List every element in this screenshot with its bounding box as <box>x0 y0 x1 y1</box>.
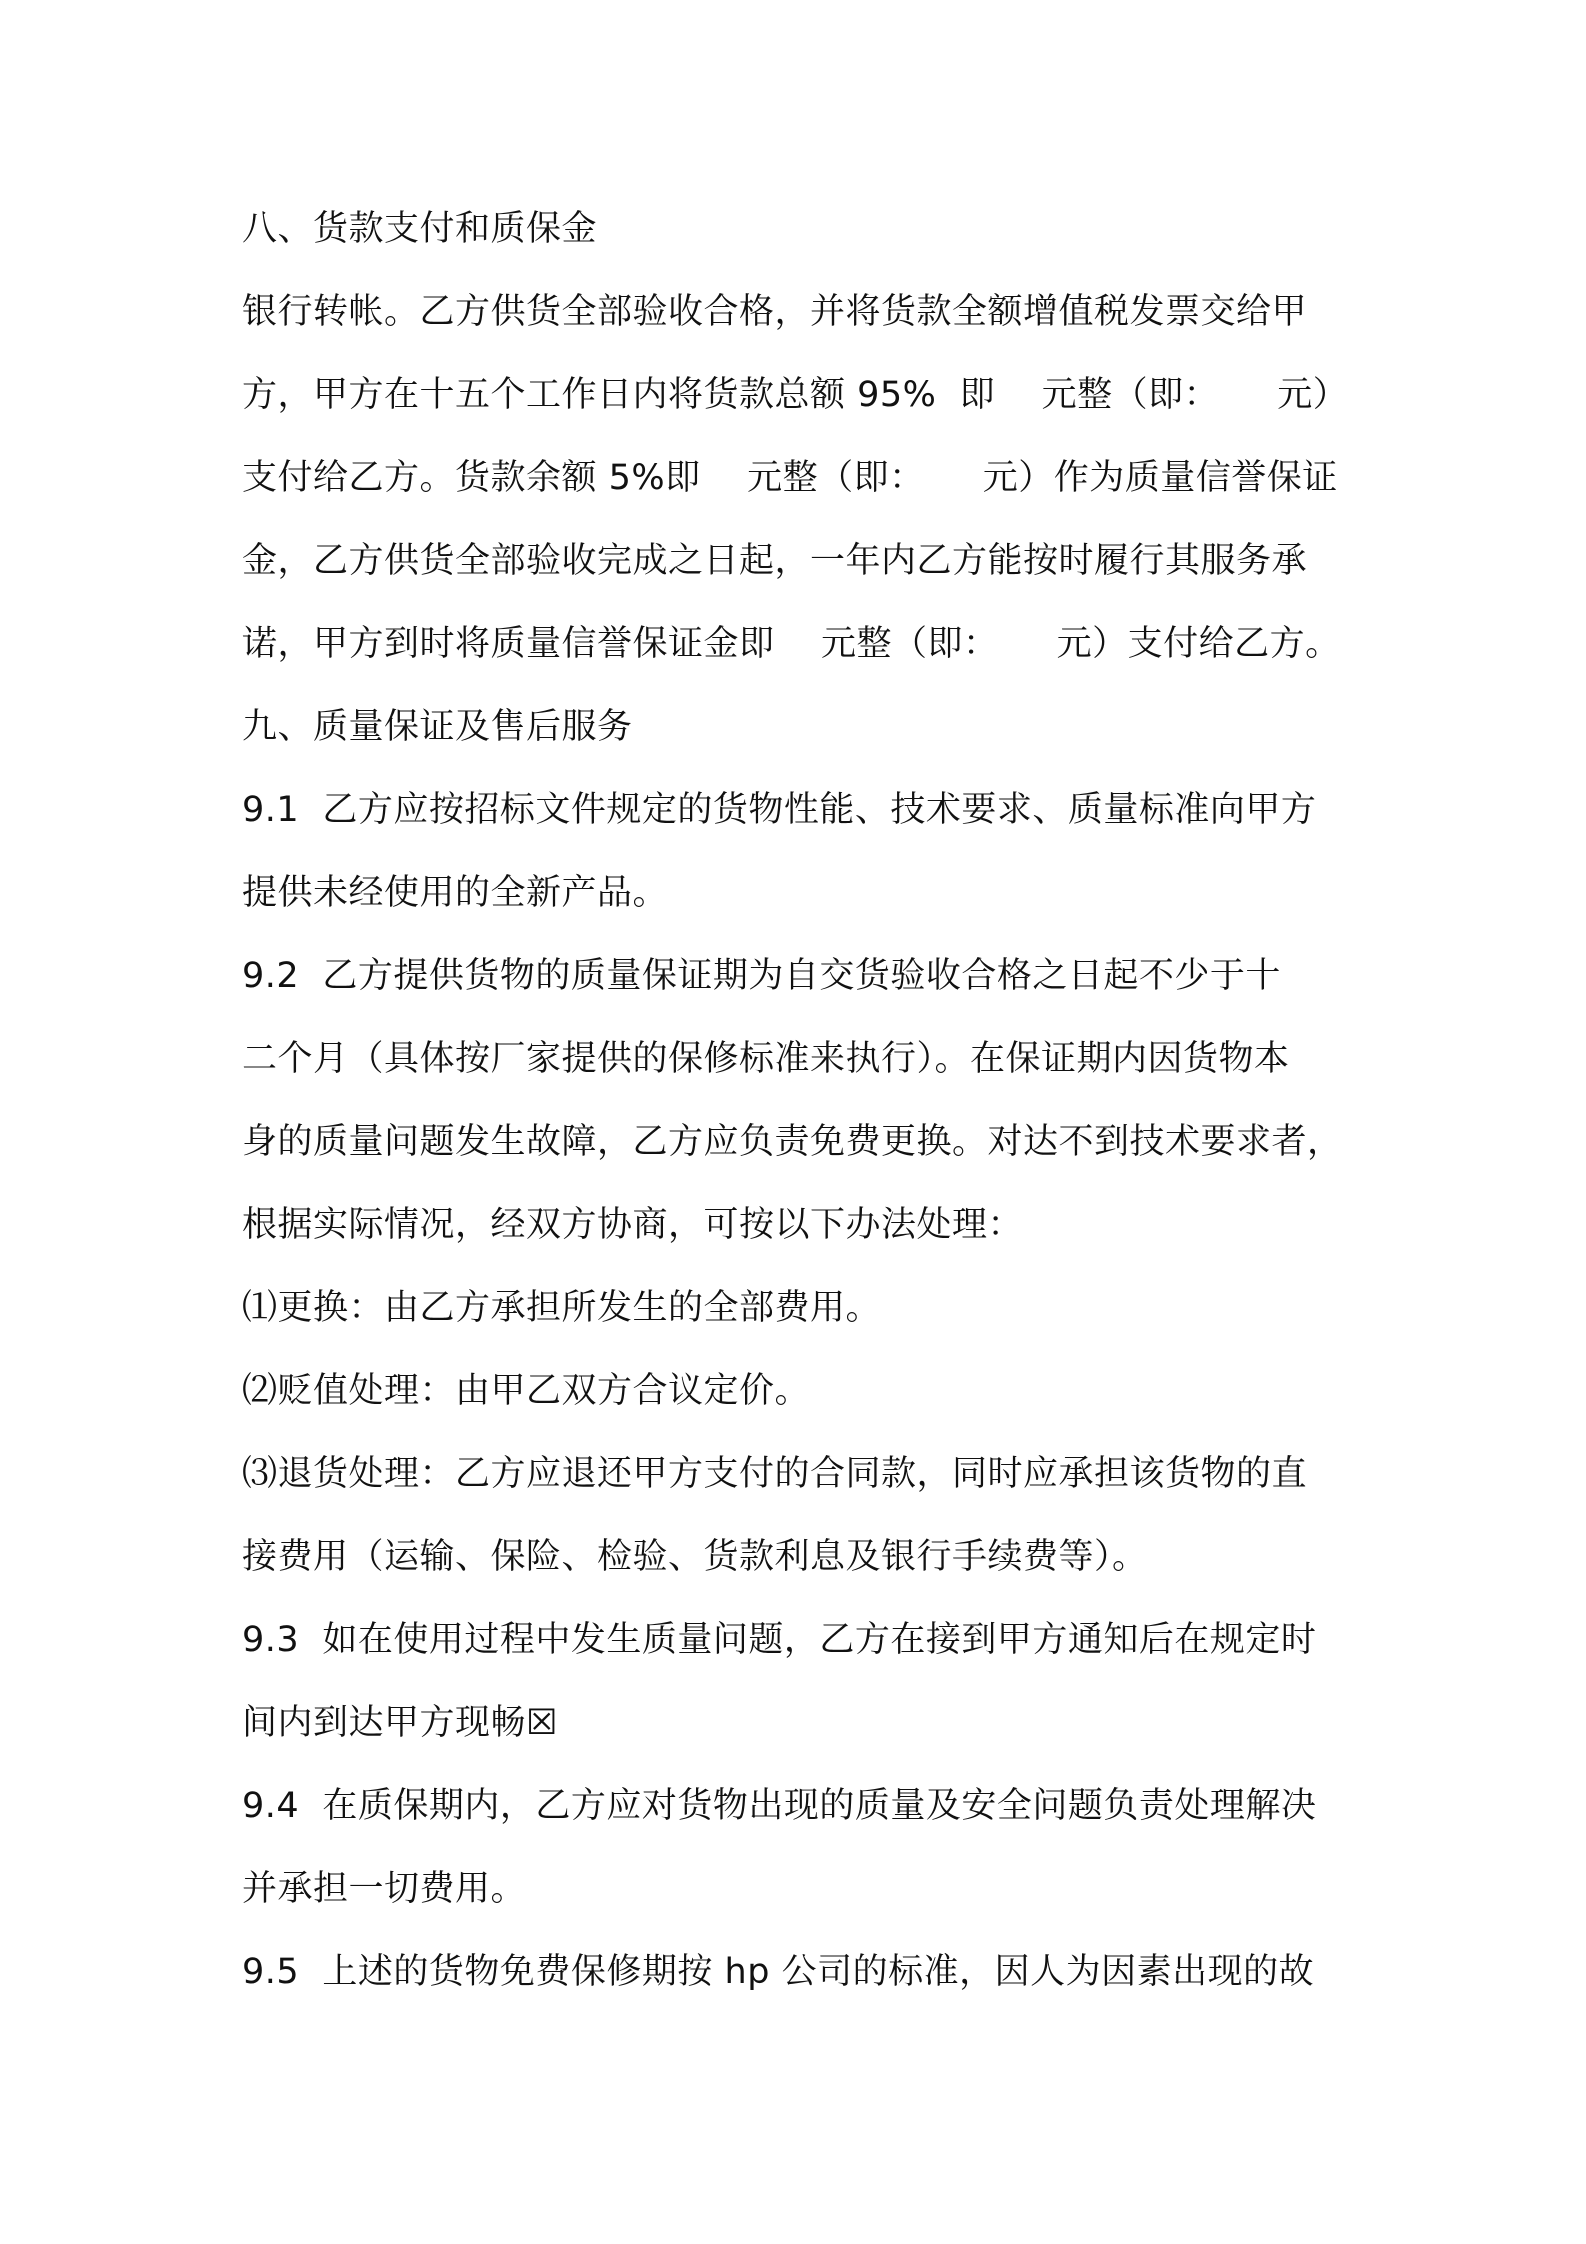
paragraph-line: 9.5 上述的货物免费保修期按 hp 公司的标准，因人为因素出现的故 <box>242 1952 1315 1992</box>
paragraph-line: 支付给乙方。货款余额 5%即 元整（即： 元）作为质量信誉保证 <box>242 458 1338 498</box>
document-body <box>242 200 1362 2026</box>
paragraph-line: 并承担一切费用。 <box>242 1869 527 1909</box>
paragraph-line: 方，甲方在十五个工作日内将货款总额 95% 即 元整（即： 元） <box>242 375 1349 415</box>
paragraph-line: 间内到达甲方现畅☒ <box>242 1703 558 1743</box>
list-item: ⑵贬值处理：由甲乙双方合议定价。 <box>242 1371 811 1411</box>
section-heading: 九、质量保证及售后服务 <box>242 707 633 747</box>
paragraph-line: 二个月（具体按厂家提供的保修标准来执行）。在保证期内因货物本 <box>242 1039 1290 1079</box>
paragraph-line: 银行转帐。乙方供货全部验收合格，并将货款全额增值税发票交给甲 <box>242 292 1308 332</box>
list-item: ⑴更换：由乙方承担所发生的全部费用。 <box>242 1288 882 1328</box>
paragraph-line: 接费用（运输、保险、检验、货款利息及银行手续费等）。 <box>242 1537 1148 1577</box>
section-heading: 八、货款支付和质保金 <box>242 209 598 249</box>
paragraph-line: 诺，甲方到时将质量信誉保证金即 元整（即： 元）支付给乙方。 <box>242 624 1341 664</box>
list-item: ⑶退货处理：乙方应退还甲方支付的合同款，同时应承担该货物的直 <box>242 1454 1308 1494</box>
paragraph-line: 9.3 如在使用过程中发生质量问题，乙方在接到甲方通知后在规定时 <box>242 1620 1317 1660</box>
paragraph-line: 9.1 乙方应按招标文件规定的货物性能、技术要求、质量标准向甲方 <box>242 790 1317 830</box>
paragraph-line: 9.2 乙方提供货物的质量保证期为自交货验收合格之日起不少于十 <box>242 956 1281 996</box>
paragraph-line: 提供未经使用的全新产品。 <box>242 873 669 913</box>
paragraph-line: 根据实际情况，经双方协商，可按以下办法处理： <box>242 1205 1024 1245</box>
paragraph-line: 金，乙方供货全部验收完成之日起，一年内乙方能按时履行其服务承 <box>242 541 1308 581</box>
paragraph-line: 9.4 在质保期内，乙方应对货物出现的质量及安全问题负责处理解决 <box>242 1786 1317 1826</box>
paragraph-line: 身的质量问题发生故障，乙方应负责免费更换。对达不到技术要求者， <box>242 1122 1343 1162</box>
